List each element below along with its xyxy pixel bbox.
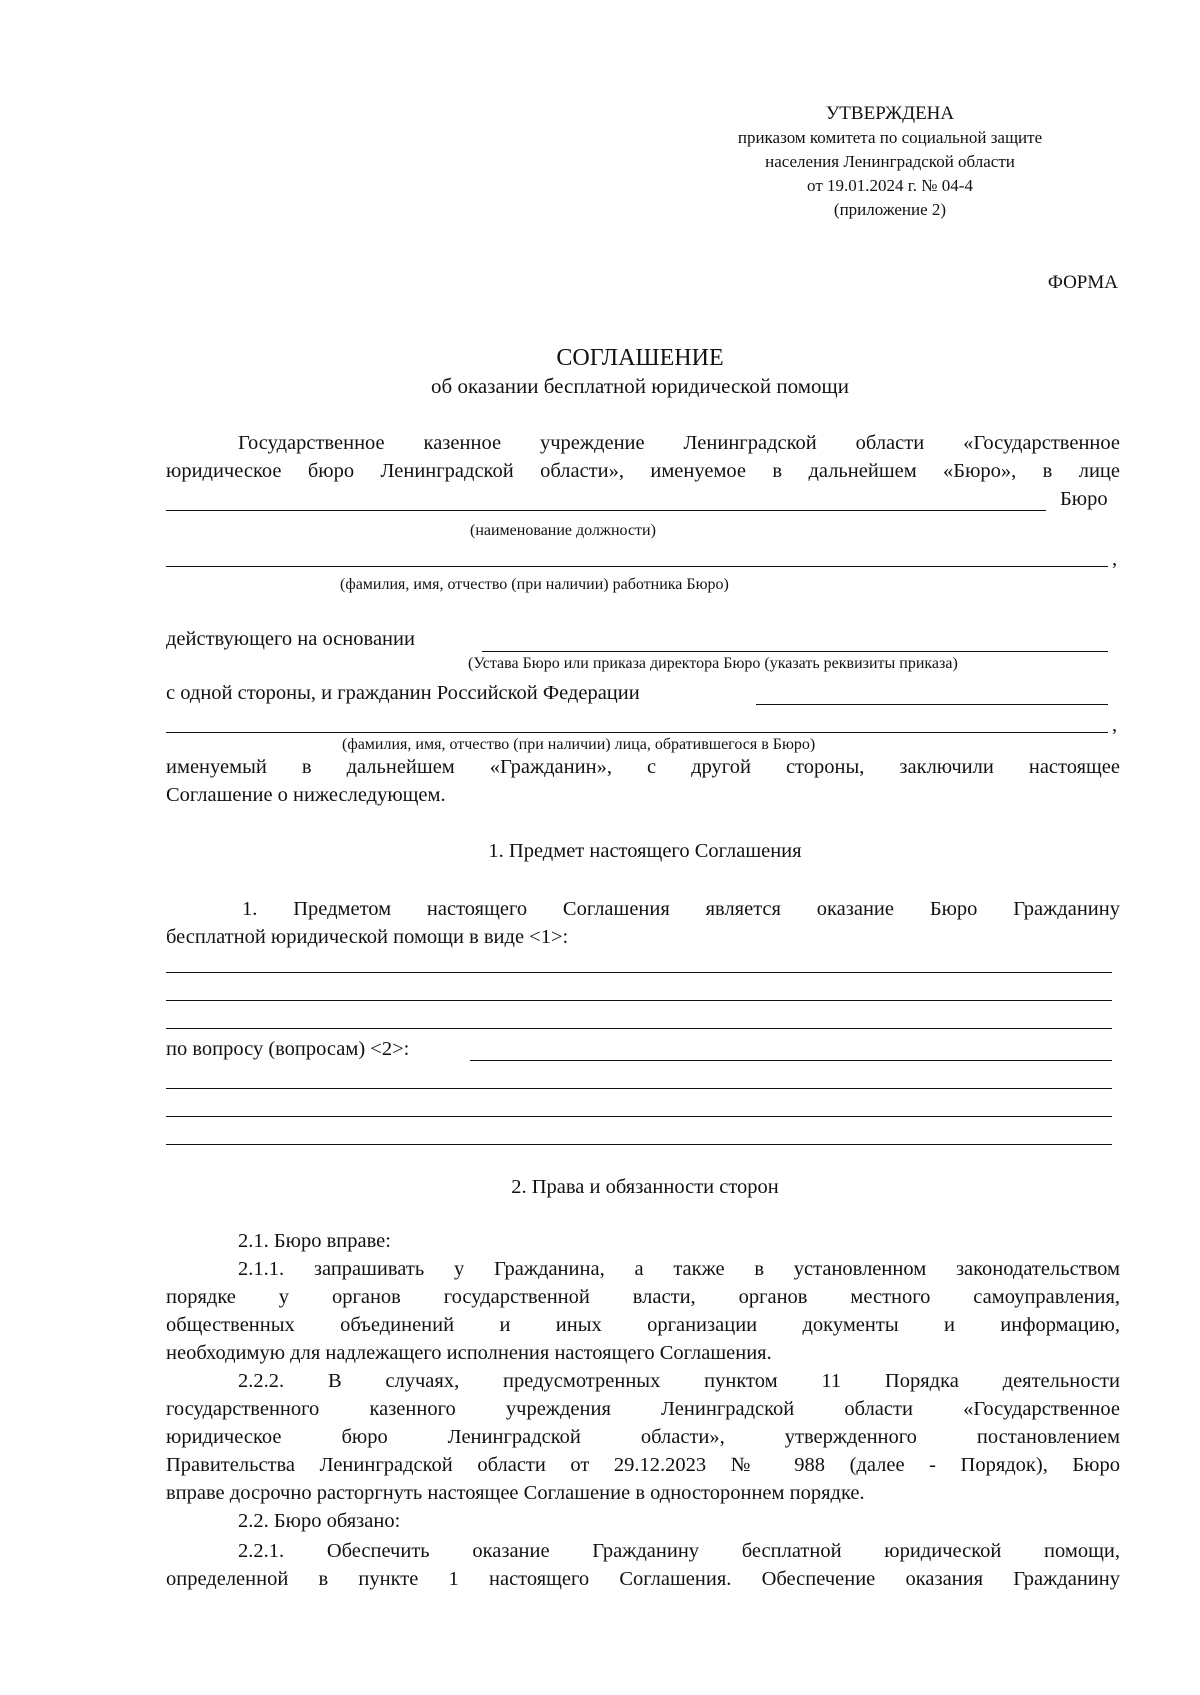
caption-basis: (Устава Бюро или приказа директора Бюро (указать реквизиты приказа) — [468, 655, 958, 672]
s222-line-2: государственного казенного учреждения Ленинградской области «Государственное — [166, 1398, 1120, 1420]
document-subtitle: об оказании бесплатной юридической помощи — [431, 374, 849, 398]
question-blank-3 — [166, 1116, 1112, 1117]
help-type-blank-2 — [166, 1000, 1112, 1001]
one-side-text: с одной стороны, и гражданин Российской Федерации — [166, 682, 640, 704]
preamble-bureau-word: Бюро — [1060, 488, 1108, 510]
section1-line-2: бесплатной юридической помощи в виде <1>: — [166, 926, 569, 948]
citizen-blank-line-1 — [756, 704, 1108, 705]
question-label: по вопросу (вопросам) <2>: — [166, 1038, 410, 1060]
s211-line-1: 2.1.1. запрашивать у Гражданина, а также в установленном законодательством — [238, 1258, 1120, 1280]
comma-2: , — [1112, 714, 1118, 736]
s221-line-2: определенной в пункте 1 настоящего Соглашения. Обеспечение оказания Гражданину — [166, 1568, 1120, 1590]
s211-line-2: порядке у органов государственной власти, органов местного самоуправления, — [166, 1286, 1120, 1308]
s222-line-4: Правительства Ленинградской области от 29.12.2023 № 988 (далее - Порядок), Бюро — [166, 1454, 1120, 1476]
s22-heading: 2.2. Бюро обязано: — [238, 1510, 401, 1532]
worker-fio-blank-line — [166, 566, 1108, 567]
section1-heading: 1. Предмет настоящего Соглашения — [488, 840, 802, 862]
section1-line-1: 1. Предметом настоящего Соглашения является оказание Бюро Гражданину — [242, 898, 1120, 920]
caption-citizen-fio: (фамилия, имя, отчество (при наличии) лица, обратившегося в Бюро) — [342, 736, 816, 753]
approval-block — [640, 102, 1140, 222]
caption-position: (наименование должности) — [470, 522, 656, 539]
s21-heading: 2.1. Бюро вправе: — [238, 1230, 391, 1252]
citizen-blank-line-2 — [166, 732, 1108, 733]
approval-committee: населения Ленинградской области — [765, 152, 1015, 171]
comma-1: , — [1112, 548, 1118, 570]
question-blank-2 — [166, 1088, 1112, 1089]
s222-line-1: 2.2.2. В случаях, предусмотренных пунктом 11 Порядка деятельности — [238, 1370, 1120, 1392]
approval-appendix: (приложение 2) — [833, 200, 947, 219]
named-line-2: Соглашение о нижеследующем. — [166, 784, 446, 806]
help-type-blank-3 — [166, 1028, 1112, 1029]
basis-blank-line — [482, 651, 1108, 652]
question-blank-1 — [470, 1060, 1112, 1061]
acting-basis-label: действующего на основании — [166, 628, 415, 650]
s221-line-1: 2.2.1. Обеспечить оказание Гражданину бесплатной юридической помощи, — [238, 1540, 1120, 1562]
approval-heading: УТВЕРЖДЕНА — [825, 103, 955, 124]
approval-order: приказом комитета по социальной защите — [737, 128, 1043, 147]
s211-line-3: общественных объединений и иных организации документы и информацию, — [166, 1314, 1120, 1336]
s211-line-4: необходимую для надлежащего исполнения настоящего Соглашения. — [166, 1342, 772, 1364]
help-type-blank-1 — [166, 972, 1112, 973]
preamble-line-2: юридическое бюро Ленинградской области», именуемое в дальнейшем «Бюро», в лице — [166, 460, 1120, 482]
s222-line-3: юридическое бюро Ленинградской области», утвержденного постановлением — [166, 1426, 1120, 1448]
approval-date-number: от 19.01.2024 г. № 04-4 — [807, 176, 973, 195]
position-blank-line — [166, 510, 1046, 511]
form-label: ФОРМА — [1047, 272, 1118, 293]
section2-heading: 2. Права и обязанности сторон — [511, 1176, 779, 1198]
preamble-line-1: Государственное казенное учреждение Ленинградской области «Государственное — [238, 432, 1120, 454]
caption-worker-fio: (фамилия, имя, отчество (при наличии) работника Бюро) — [340, 576, 729, 593]
s222-line-5: вправе досрочно расторгнуть настоящее Соглашение в одностороннем порядке. — [166, 1482, 865, 1504]
question-blank-4 — [166, 1144, 1112, 1145]
named-line-1: именуемый в дальнейшем «Гражданин», с другой стороны, заключили настоящее — [166, 756, 1120, 778]
document-title: СОГЛАШЕНИЕ — [556, 345, 724, 371]
